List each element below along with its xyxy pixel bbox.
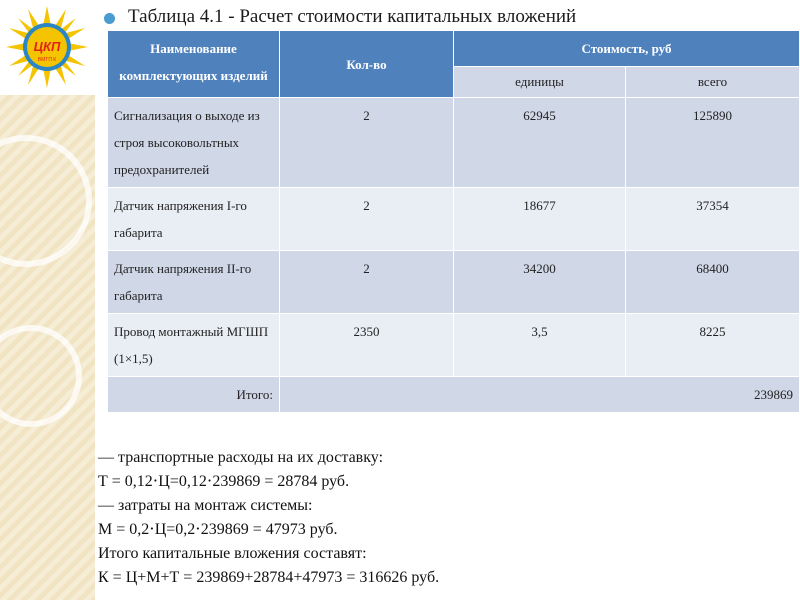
table-row: [108, 188, 800, 251]
cost-table: [107, 30, 800, 413]
calc-line: — затраты на монтаж системы:: [98, 497, 313, 514]
cell-name: Сигнализация о выходе из строя высоковольтных предохранителей: [108, 98, 280, 188]
decor-pattern: [0, 95, 95, 600]
cell-qty: 2350: [280, 314, 454, 377]
cell-name: Провод монтажный МГШП (1×1,5): [108, 314, 280, 377]
cell-unit: 62945: [454, 98, 626, 188]
calc-line: К = Ц+М+Т = 239869+28784+47973 = 316626 руб.: [98, 569, 440, 586]
table-row: [108, 314, 800, 377]
header-name: Наименование комплектующих изделий: [108, 31, 280, 98]
page-title: Таблица 4.1 - Расчет стоимости капитальных вложений: [128, 6, 577, 27]
cell-total: 68400: [626, 251, 800, 314]
header-unit: единицы: [454, 67, 626, 98]
cell-name: Датчик напряжения II-го габарита: [108, 251, 280, 314]
organization-logo: [6, 6, 88, 88]
calc-line: — транспортные расходы на их доставку:: [98, 449, 384, 466]
header-total: всего: [626, 67, 800, 98]
cell-qty: 2: [280, 98, 454, 188]
cell-total: 37354: [626, 188, 800, 251]
table-row: [108, 251, 800, 314]
calc-line: Т = 0,12⋅Ц=0,12⋅239869 = 28784 руб.: [98, 473, 350, 490]
cell-unit: 3,5: [454, 314, 626, 377]
cell-total: 8225: [626, 314, 800, 377]
logo-text: ЦКП: [33, 39, 61, 54]
cell-qty: 2: [280, 188, 454, 251]
summary-row: [108, 377, 800, 413]
cell-unit: 18677: [454, 188, 626, 251]
header-qty: Кол-во: [280, 31, 454, 98]
summary-label: Итого:: [108, 377, 280, 413]
cell-unit: 34200: [454, 251, 626, 314]
decor-ring: [0, 325, 82, 427]
calculation-text: [98, 446, 439, 590]
title-bullet: [104, 13, 115, 24]
cell-name: Датчик напряжения I-го габарита: [108, 188, 280, 251]
table-row: [108, 98, 800, 188]
logo-subtext: ВМТП К: [37, 57, 57, 63]
calc-line: М = 0,2⋅Ц=0,2⋅239869 = 47973 руб.: [98, 521, 338, 538]
summary-value: 239869: [280, 377, 800, 413]
header-cost: Стоимость, руб: [454, 31, 800, 67]
cell-qty: 2: [280, 251, 454, 314]
calc-line: Итого капитальные вложения составят:: [98, 545, 367, 562]
left-decor-strip: [0, 0, 95, 600]
cell-total: 125890: [626, 98, 800, 188]
decor-ring: [0, 135, 92, 267]
